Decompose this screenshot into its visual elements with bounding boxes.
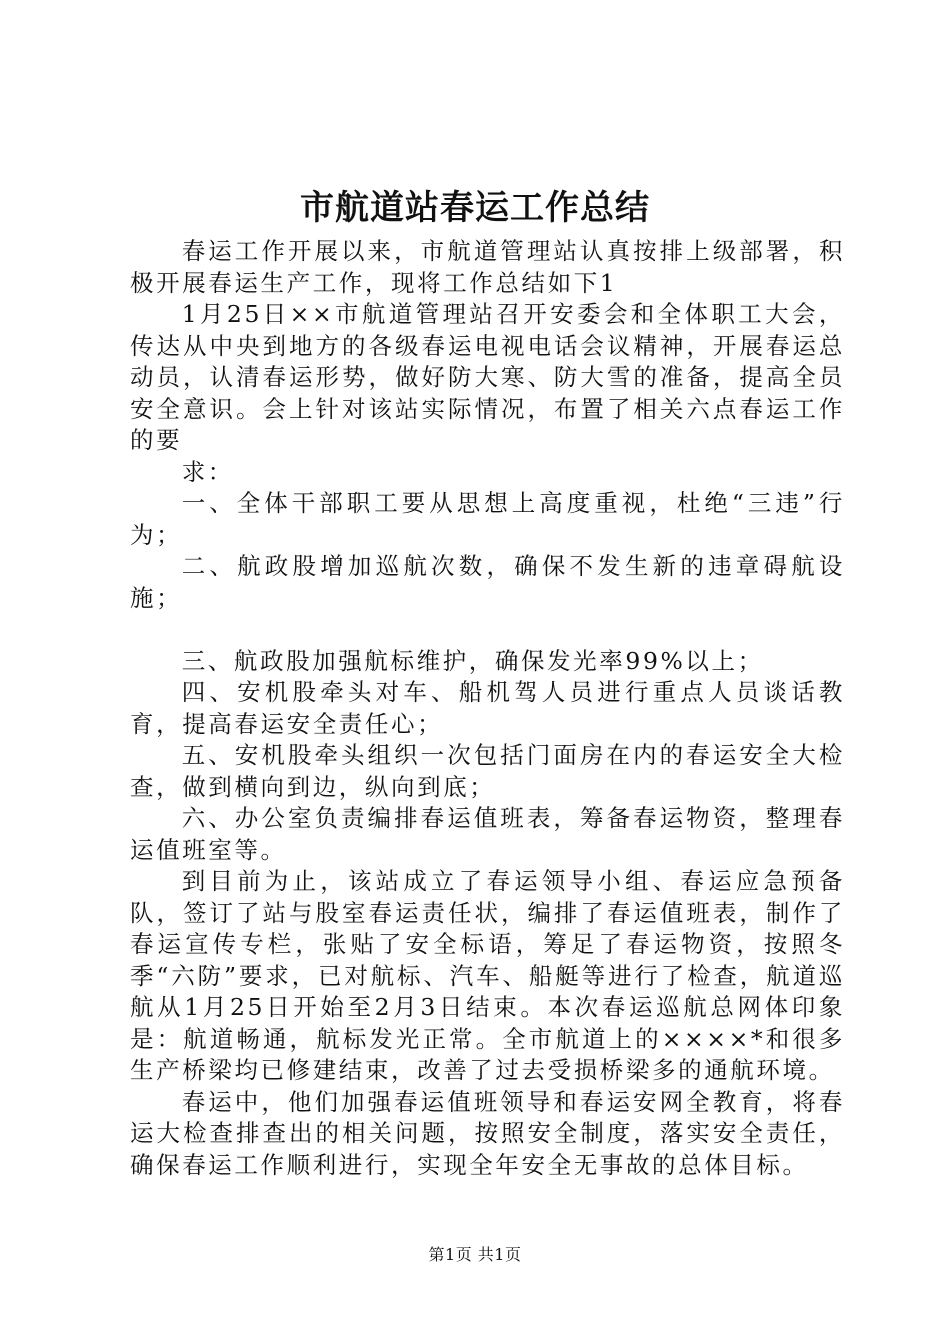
paragraph-progress: 到目前为止，该站成立了春运领导小组、春运应急预备队，签订了站与股室春运责任状，编排了春运值班表，制作了春运宣传专栏，张贴了安全标语，筹足了春运物资，按照冬季“六防”要求，已对航标、汽车、船艇等进行了检查，航道巡航从1月25日开始至2月3日结束。本次春运巡航总网体印象是：航道畅通，航标发光正常。全市航道上的××××*和很多生产桥梁均已修建结束，改善了过去受损桥梁多的通航环境。 <box>130 867 845 1084</box>
paragraph-item-3: 三、航政股加强航标维护，确保发光率99%以上； <box>181 646 764 675</box>
paragraph-meeting: 1月25日××市航道管理站召开安委会和全体职工大会，传达从中央到地方的各级春运电视电话会议精神，开展春运总动员，认清春运形势，做好防大寒、防大雪的准备，提高全员安全意识。会上针对该站实际情况，布置了相关六点春运工作的要 <box>130 300 845 454</box>
document-body <box>130 236 845 1181</box>
paragraph-requirements-label: 求： <box>181 457 234 486</box>
paragraph-conclusion: 春运中，他们加强春运值班领导和春运安网全教育，将春运大检查排查出的相关问题，按照安全制度，落实安全责任，确保春运工作顺利进行，实现全年安全无事故的总体目标。 <box>130 1087 845 1179</box>
page-footer: 第1页 共1页 <box>428 1245 522 1264</box>
paragraph-item-1: 一、全体干部职工要从思想上高度重视，杜绝“三违”行为； <box>130 489 845 549</box>
document-title: 市航道站春运工作总结 <box>300 188 650 228</box>
paragraph-intro: 春运工作开展以来，市航道管理站认真按排上级部署，积极开展春运生产工作，现将工作总结如下1 <box>130 237 845 297</box>
paragraph-item-2: 二、航政股增加巡航次数，确保不发生新的违章碍航设施； <box>130 552 845 612</box>
paragraph-item-5: 五、安机股牵头组织一次包括门面房在内的春运安全大检查，做到横向到边，纵向到底； <box>130 741 845 801</box>
paragraph-item-6: 六、办公室负责编排春运值班表，筹备春运物资，整理春运值班室等。 <box>130 804 845 864</box>
paragraph-item-4: 四、安机股牵头对车、船机驾人员进行重点人员谈话教育，提高春运安全责任心； <box>130 678 845 738</box>
